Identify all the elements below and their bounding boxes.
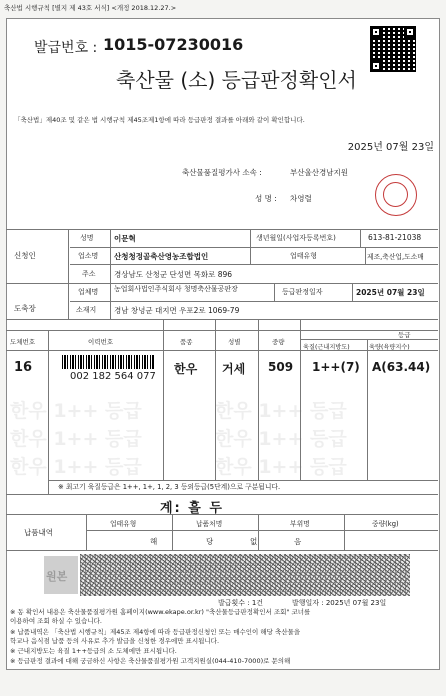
applicant-biz: 제조,축산업,도소매 [367, 253, 424, 261]
quality-grade: 1++(7) [312, 360, 360, 374]
law-header: 축산법 시행규칙 [별지 제 43호 서식] <개정 2018.12.27.> [4, 4, 177, 12]
trace-barcode [62, 355, 154, 369]
grader-name: 차영렬 [290, 194, 312, 203]
trace-number: 002 182 564 077 [70, 371, 156, 382]
delivery-col-weight: 중량(kg) [372, 520, 399, 528]
applicant-addr-label: 주소 [82, 270, 96, 278]
intro-text: 「축산법」제40조 및 같은 법 시행규칙 제45조제1항에 따라 등급판정 결과를 아래와 같이 확인합니다. [14, 116, 305, 124]
delivery-col-place: 납품처명 [196, 520, 223, 528]
watermark-text: 한우 1++ 등급 [10, 456, 142, 478]
col-header-weight: 중량 [272, 338, 285, 346]
delivery-value-part: 없 [250, 537, 258, 546]
delivery-col-part: 부위명 [290, 520, 310, 528]
applicant-company-label: 업소명 [78, 252, 99, 260]
watermark-text: 한우 1++ 등급 [10, 428, 142, 450]
qr-finder-icon [370, 60, 382, 72]
applicant-birth-label: 생년월일(사업자등록번호) [256, 234, 336, 242]
grader-org: 부산울산경남지원 [290, 168, 348, 177]
slaughterhouse-loc-label: 소재지 [76, 306, 97, 314]
grader-org-label: 축산물품질평가사 소속 : [182, 168, 262, 177]
col-header-grade: 등급 [398, 331, 411, 339]
page-title: 축산물 (소) 등급판정확인서 [116, 68, 357, 92]
col-header-no: 도체번호 [10, 338, 36, 346]
security-pattern [80, 554, 410, 596]
delivery-value-biz: 해 [150, 537, 158, 546]
yield-grade: A(63.44) [372, 360, 431, 374]
applicant-birth: 613-81-21038 [368, 233, 422, 242]
applicant-name: 이문혁 [114, 234, 136, 243]
delivery-value-place: 당 [206, 537, 214, 546]
issue-count: 발급횟수 : 1건 [218, 599, 264, 607]
note-line: ※ 납품내역은 「축산법 시행규칙」제45조 제4항에 따라 등급판정신청인 또는 매수인이 해당 축산물을 [10, 628, 301, 636]
watermark-text: 한우 1++ 등급 [215, 400, 347, 422]
carcass-no: 16 [14, 360, 33, 375]
note-line: ※ 등급판정 결과에 대해 궁금하신 사항은 축산물품질평가원 고객지원실(044-410-7000)로 문의해 [10, 657, 291, 665]
seal-stamp [375, 174, 417, 216]
issue-number-label: 발급번호 : [34, 40, 98, 56]
applicant-name-label: 성명 [80, 234, 94, 242]
note-line: ※ 동 확인서 내용은 축산물품질평가원 홈페이지(www.ekape.or.kr) "축산물등급판정확인서 조회" 코너를 [10, 608, 311, 616]
note-line: ※ 근내지방도는 육질 1++등급의 소 도체에만 표시됩니다. [10, 647, 177, 655]
sex: 거세 [222, 362, 246, 376]
weight: 509 [268, 360, 294, 374]
issue-date: 2025년 07월 23일 [347, 142, 434, 153]
slaughterhouse-date: 2025년 07월 23일 [356, 288, 425, 297]
col-header-breed: 품종 [180, 338, 193, 346]
note-line: 학교나 음식점 납품 등의 사유로 추가 발급을 신청한 경우에만 표시됩니다. [10, 637, 220, 645]
total-count: 계: 흘 두 [160, 501, 224, 516]
delivery-label: 납품내역 [24, 528, 53, 537]
col-header-yield: 육량(육량지수) [369, 344, 410, 351]
watermark-text: 한우 1++ 등급 [215, 428, 347, 450]
qr-finder-icon [404, 26, 416, 38]
applicant-biz-label: 업태유형 [290, 252, 318, 260]
slaughterhouse-biz-label: 업체명 [78, 288, 99, 296]
slaughterhouse-section-label: 도축장 [14, 304, 36, 313]
applicant-addr: 경상남도 산청군 단성면 목화로 896 [114, 270, 233, 279]
col-header-trace: 이력번호 [88, 338, 114, 346]
original-stamp: 원본 [46, 570, 68, 583]
breed: 한우 [174, 362, 198, 376]
col-header-sex: 성별 [228, 338, 241, 346]
slaughterhouse-loc: 경남 창녕군 대지면 우포2로 1069-79 [114, 306, 240, 315]
grader-name-label: 성 명 : [255, 194, 277, 203]
slaughterhouse-date-label: 등급판정일자 [282, 288, 323, 296]
qr-finder-icon [370, 26, 382, 38]
issue-issued-date: 발행일자 : 2025년 07월 23일 [292, 599, 387, 607]
grade-footnote: ※ 최고기 육질등급은 1++, 1+, 1, 2, 3 등외등급(5단계)으로 구분됩니다. [58, 483, 281, 491]
watermark-text: 한우 1++ 등급 [215, 456, 347, 478]
issue-number: 1015-07230016 [103, 35, 244, 54]
delivery-value-weight: 음 [294, 537, 302, 546]
watermark-text: 한우 1++ 등급 [10, 400, 142, 422]
note-line: 이용하여 조회 하실 수 있습니다. [10, 617, 102, 625]
delivery-col-biz: 업태유형 [110, 520, 137, 528]
col-header-quality: 육질(근내지방도) [303, 344, 350, 351]
applicant-section-label: 신청인 [14, 251, 36, 260]
slaughterhouse-biz: 농업회사법인주식회사 청명축산물공판장 [114, 285, 238, 293]
applicant-company: 산청청정골축산영농조합법인 [114, 252, 209, 261]
